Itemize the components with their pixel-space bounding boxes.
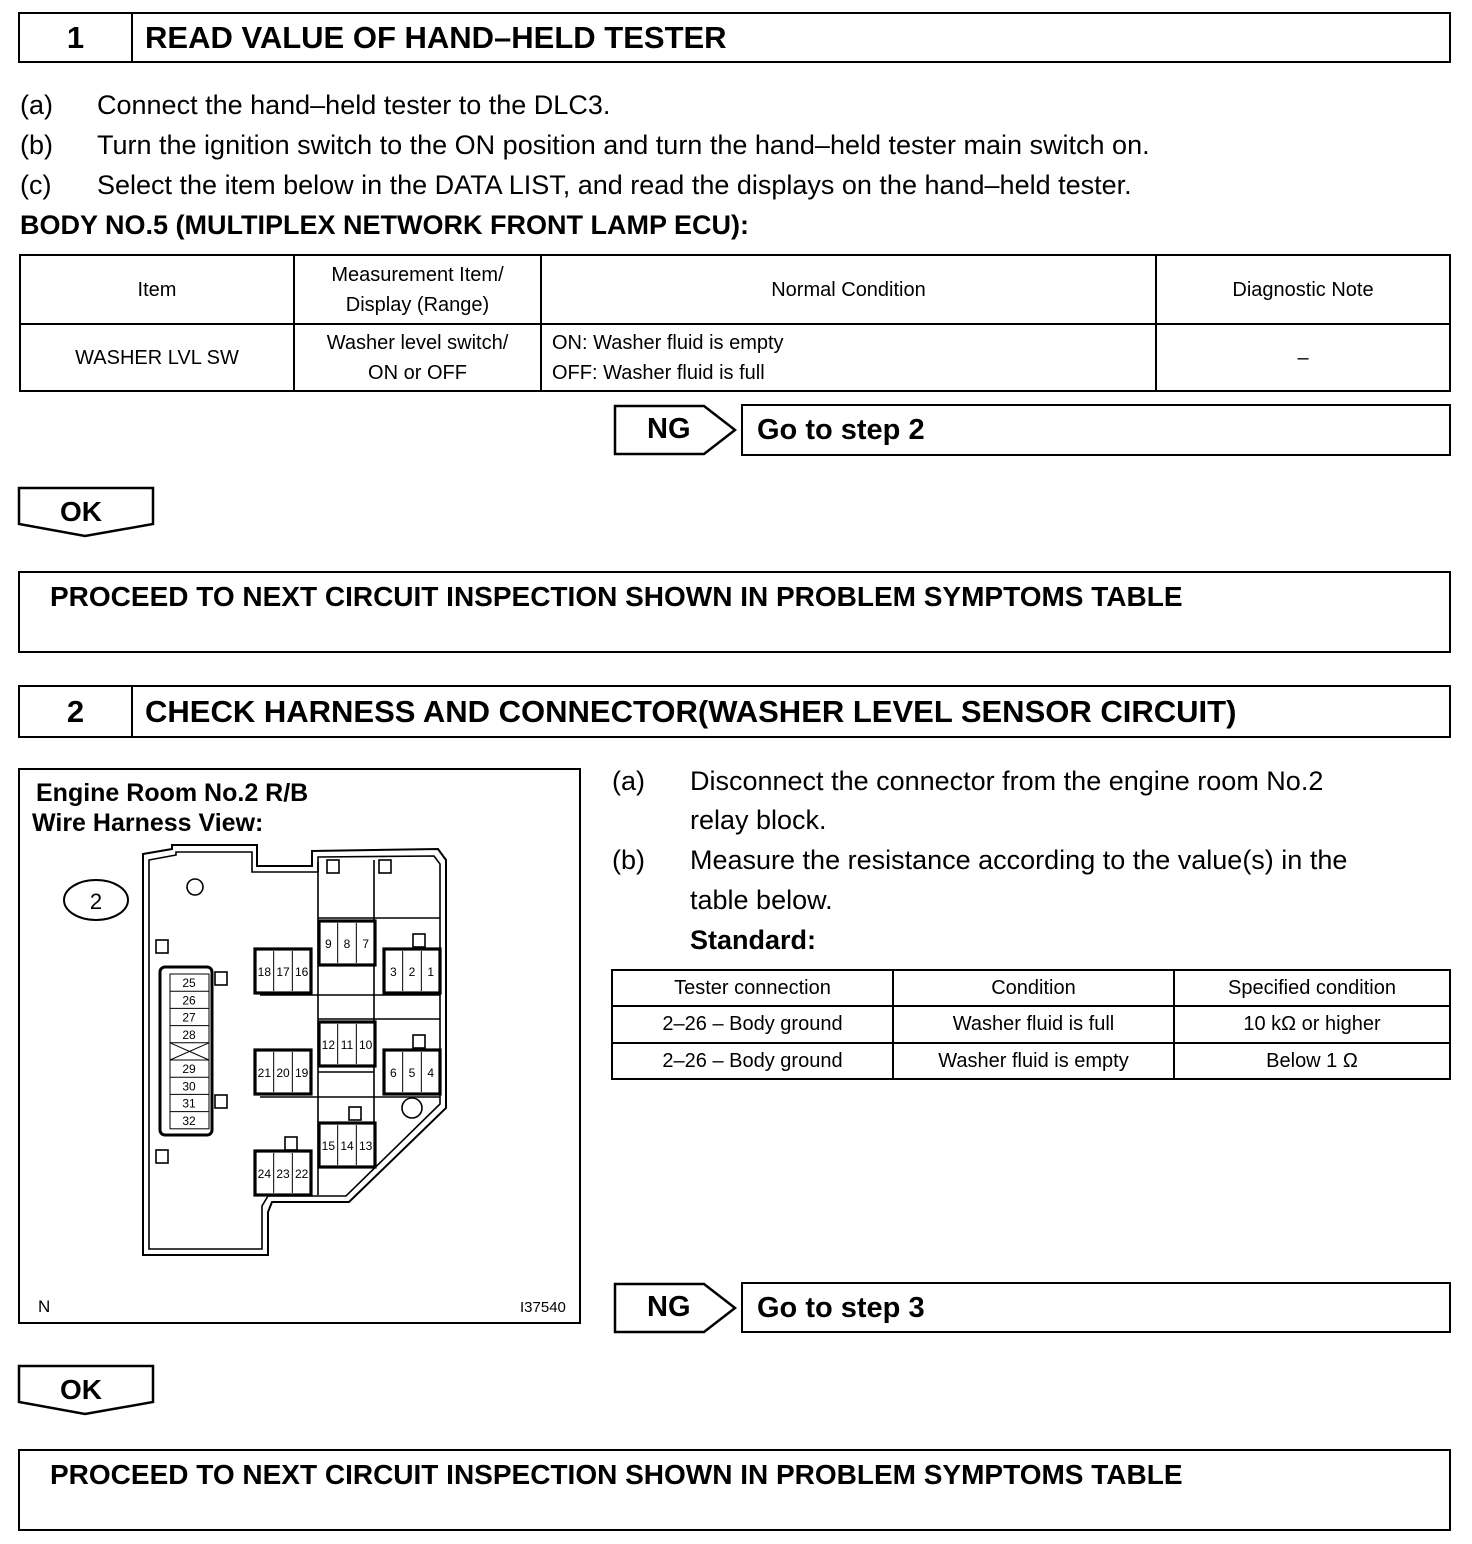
step-text: Select the item below in the DATA LIST, and read the displays on the hand–held tester. xyxy=(97,170,1132,200)
step-label: (a) xyxy=(20,90,53,120)
pin-number: 5 xyxy=(408,1066,416,1080)
step-title: READ VALUE OF HAND–HELD TESTER xyxy=(145,19,727,55)
proceed-box: PROCEED TO NEXT CIRCUIT INSPECTION SHOWN IN PROBLEM SYMPTOMS TABLE xyxy=(18,1449,1451,1531)
resistance-table xyxy=(611,969,1451,1080)
header-condition: Condition xyxy=(893,970,1174,1006)
ng-label: NG xyxy=(647,413,691,445)
step-text: Disconnect the connector from the engine room No.2 xyxy=(690,766,1324,796)
pin-number: 9 xyxy=(324,937,332,951)
cell: Washer fluid is full xyxy=(893,1006,1174,1042)
step-number: 1 xyxy=(20,14,133,61)
step-label: (a) xyxy=(612,766,645,796)
cell: 10 kΩ or higher xyxy=(1174,1006,1450,1042)
figure-title: Engine Room No.2 R/B xyxy=(36,779,309,807)
cell: Washer fluid is empty xyxy=(893,1043,1174,1079)
pin-number: 14 xyxy=(340,1139,354,1153)
proceed-box: PROCEED TO NEXT CIRCUIT INSPECTION SHOWN IN PROBLEM SYMPTOMS TABLE xyxy=(18,571,1451,653)
step-text: Turn the ignition switch to the ON position and turn the hand–held tester main switch on. xyxy=(97,130,1150,160)
ng-action-box xyxy=(741,1282,1451,1333)
standard-label: Standard: xyxy=(690,925,817,955)
step-text: Measure the resistance according to the value(s) in the xyxy=(690,845,1348,875)
cell: 2–26 – Body ground xyxy=(612,1043,893,1079)
cell-item: WASHER LVL SW xyxy=(20,324,294,391)
header-diagnostic-note: Diagnostic Note xyxy=(1156,255,1450,324)
pin-number: 29 xyxy=(182,1062,196,1077)
header-normal-condition: Normal Condition xyxy=(541,255,1156,324)
table-row xyxy=(612,1006,1450,1042)
table-header-row xyxy=(612,970,1450,1006)
step-number: 2 xyxy=(20,687,133,736)
pin-number: 2 xyxy=(408,965,416,979)
pin-number: 16 xyxy=(294,965,309,979)
cell-line: ON: Washer fluid is empty xyxy=(552,331,784,354)
pin-number: 6 xyxy=(389,1066,397,1080)
pin-number: 17 xyxy=(276,965,290,979)
step-text: relay block. xyxy=(690,805,827,835)
pin-number: 25 xyxy=(182,976,196,991)
header-specified-condition: Specified condition xyxy=(1174,970,1450,1006)
cell-line: Washer level switch/ xyxy=(326,331,509,354)
pin-number: 23 xyxy=(276,1167,290,1181)
cell-note: – xyxy=(1156,324,1450,391)
pin-number: 32 xyxy=(182,1113,196,1128)
pin-number: 26 xyxy=(182,993,196,1008)
cell-line: OFF: Washer fluid is full xyxy=(552,361,765,384)
header-line: Display (Range) xyxy=(345,293,490,316)
pin-number: 10 xyxy=(358,1038,373,1052)
cell: 2–26 – Body ground xyxy=(612,1006,893,1042)
pin-number: 13 xyxy=(358,1139,373,1153)
cell: Below 1 Ω xyxy=(1174,1043,1450,1079)
step-label: (b) xyxy=(20,130,53,160)
cell-line: ON or OFF xyxy=(368,361,467,384)
pin-number: 4 xyxy=(427,1066,435,1080)
pin-number: 21 xyxy=(257,1066,272,1080)
figure-corner-label: N xyxy=(38,1297,51,1316)
pin-number: 8 xyxy=(343,937,351,951)
step-text: Connect the hand–held tester to the DLC3. xyxy=(97,90,611,120)
step-label: (c) xyxy=(20,170,52,200)
step-label: (b) xyxy=(612,845,645,875)
ok-label: OK xyxy=(60,496,102,527)
pin-number: 27 xyxy=(182,1010,196,1025)
pin-number: 22 xyxy=(294,1167,309,1181)
ng-label: NG xyxy=(647,1291,691,1323)
header-line: Measurement Item/ xyxy=(331,263,504,286)
pin-number: 28 xyxy=(182,1027,196,1042)
pin-number: 30 xyxy=(182,1079,196,1094)
step-title: CHECK HARNESS AND CONNECTOR(WASHER LEVEL SENSOR CIRCUIT) xyxy=(145,693,1237,729)
ok-label: OK xyxy=(60,1374,102,1405)
pin-number: 1 xyxy=(427,965,435,979)
pin-number: 11 xyxy=(340,1038,354,1052)
step-text: table below. xyxy=(690,885,833,915)
figure-subtitle: Wire Harness View: xyxy=(32,809,264,837)
pin-number: 15 xyxy=(321,1139,336,1153)
table-title: BODY NO.5 (MULTIPLEX NETWORK FRONT LAMP ECU): xyxy=(20,210,749,240)
pin-number: 31 xyxy=(182,1096,196,1111)
figure-id: I37540 xyxy=(520,1299,566,1316)
pin-number: 12 xyxy=(321,1038,336,1052)
pin-number: 20 xyxy=(276,1066,290,1080)
pin-number: 24 xyxy=(257,1167,272,1181)
header-tester-connection: Tester connection xyxy=(612,970,893,1006)
pin-number: 3 xyxy=(389,965,397,979)
header-item: Item xyxy=(20,255,294,324)
connector-label: 2 xyxy=(89,889,103,914)
ng-action: Go to step 3 xyxy=(757,1292,925,1324)
table-row xyxy=(612,1043,1450,1079)
pin-number: 7 xyxy=(362,937,370,951)
pin-number: 18 xyxy=(257,965,272,979)
ng-action: Go to step 2 xyxy=(757,414,925,446)
pin-number: 19 xyxy=(294,1066,309,1080)
